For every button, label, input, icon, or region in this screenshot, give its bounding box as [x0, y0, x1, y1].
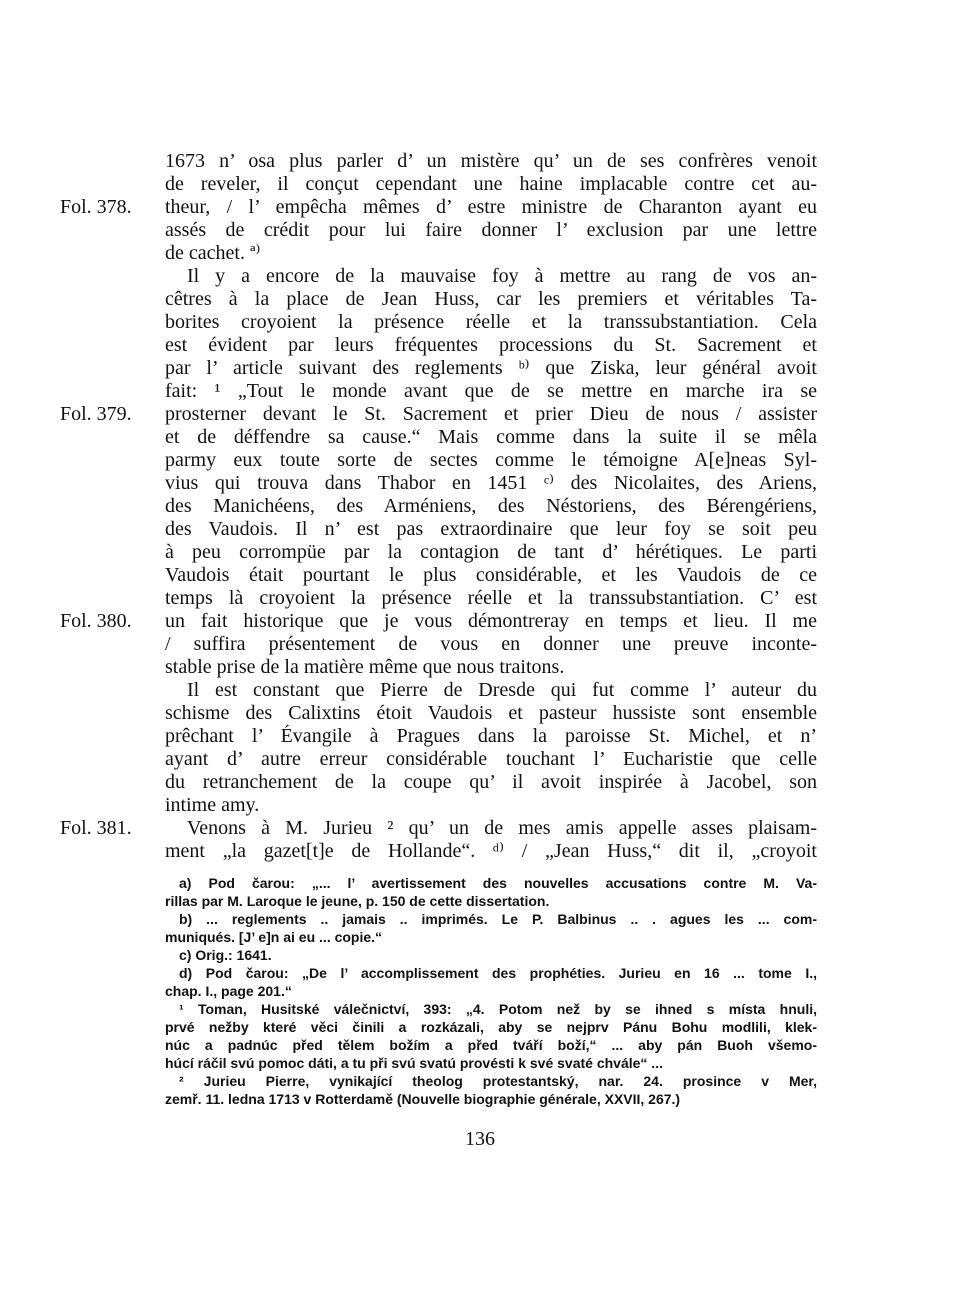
text-line: Venons à M. Jurieu ² qu’ un de mes amis appelle asses plaisam-: [187, 817, 817, 839]
text-line: theur, / l’ empêcha mêmes d’ estre ministre de Charanton ayant eu: [165, 196, 817, 218]
footnote-line: núc a padnúc před tělem božím a před tváří boží,“ ... aby pán Buoh všemo-: [165, 1037, 817, 1053]
footnote-line: chap. I., page 201.“: [165, 983, 292, 999]
text-line: de reveler, il conçut cependant une haine implacable contre cet au-: [165, 173, 817, 195]
text-line: ayant d’ autre erreur considérable touchant l’ Eucharistie que celle: [165, 748, 817, 770]
folio-marker: Fol. 381.: [60, 817, 132, 839]
footnote-line: zemř. 11. ledna 1713 v Rotterdamě (Nouvelle biographie générale, XXVII, 267.): [165, 1091, 681, 1107]
text-line: borites croyoient la présence réelle et la transsubstantiation. Cela: [165, 311, 817, 333]
footnotes: [165, 874, 817, 1108]
text-line: Il est constant que Pierre de Dresde qui fut comme l’ auteur du: [187, 679, 817, 701]
text-line: des Manichéens, des Arméniens, des Néstoriens, des Bérengériens,: [165, 495, 817, 517]
text-line: intime amy.: [165, 794, 260, 816]
text-line: est évident par leurs fréquentes processions du St. Sacrement et: [165, 334, 817, 356]
text-line: prosterner devant le St. Sacrement et prier Dieu de nous / assister: [165, 403, 817, 425]
footnote-line: rillas par M. Laroque le jeune, p. 150 de cette dissertation.: [165, 893, 550, 909]
text-line: ment „la gazet[t]e de Hollande“. ᵈ⁾ / „Jean Huss,“ dit il, „croyoit: [165, 840, 817, 862]
text-line: / suffira présentement de vous en donner une preuve inconte-: [165, 633, 817, 655]
text-line: et de déffendre sa cause.“ Mais comme dans la suite il se mêla: [165, 426, 817, 448]
footnote-line: c) Orig.: 1641.: [179, 947, 272, 963]
footnote-line: húcí ráčil svú pomoc dáti, a tu při svú svatú provésti k své svaté chvále“ ...: [165, 1055, 663, 1071]
footnote-line: d) Pod čarou: „De l’ accomplissement des prophéties. Jurieu en 16 ... tome I.,: [179, 965, 817, 981]
text-line: prêchant l’ Évangile à Pragues dans la paroisse St. Michel, et n’: [165, 725, 817, 747]
page-number: 136: [465, 1128, 495, 1150]
main-text: [165, 150, 817, 863]
text-line: de cachet. ª⁾: [165, 242, 261, 264]
footnote-line: ² Jurieu Pierre, vynikající theolog protestantský, nar. 24. prosince v Mer,: [179, 1073, 817, 1089]
footnote-line: ¹ Toman, Husitské válečnictví, 393: „4. Potom než by se ihned s místa hnuli,: [179, 1001, 817, 1017]
text-line: cêtres à la place de Jean Huss, car les premiers et véritables Ta-: [165, 288, 817, 310]
footnote-line: prvé nežby které věci činili a rozkázali, aby se nejprv Pánu Bohu modlili, klek-: [165, 1019, 817, 1035]
text-line: un fait historique que je vous démontreray en temps et lieu. Il me: [165, 610, 817, 632]
text-line: assés de crédit pour lui faire donner l’ exclusion par une lettre: [165, 219, 817, 241]
text-line: 1673 n’ osa plus parler d’ un mistère qu’ un de ses confrères venoit: [165, 150, 817, 172]
footnote-line: a) Pod čarou: „... l’ avertissement des nouvelles accusations contre M. Va-: [179, 875, 817, 891]
folio-marker: Fol. 379.: [60, 403, 132, 425]
footnote-line: muniqués. [J’ e]n ai eu ... copie.“: [165, 929, 383, 945]
text-line: Il y a encore de la mauvaise foy à mettre au rang de vos an-: [187, 265, 817, 287]
text-line: fait: ¹ „Tout le monde avant que de se mettre en marche ira se: [165, 380, 817, 402]
text-line: Vaudois était pourtant le plus considérable, et les Vaudois de ce: [165, 564, 817, 586]
text-line: schisme des Calixtins étoit Vaudois et pasteur hussiste sont ensemble: [165, 702, 817, 724]
text-line: temps là croyoient la présence réelle et la transsubstantiation. C’ est: [165, 587, 817, 609]
folio-marker: Fol. 378.: [60, 196, 132, 218]
text-line: des Vaudois. Il n’ est pas extraordinaire que leur foy se soit peu: [165, 518, 817, 540]
footnote-line: b) ... reglements .. jamais .. imprimés. Le P. Balbinus .. . agues les ... com-: [179, 911, 817, 927]
text-line: du retranchement de la coupe qu’ il avoit inspirée à Jacobel, son: [165, 771, 817, 793]
text-line: à peu corrompüe par la contagion de tant d’ hérétiques. Le parti: [165, 541, 817, 563]
text-line: stable prise de la matière même que nous traitons.: [165, 656, 565, 678]
text-line: vius qui trouva dans Thabor en 1451 ᶜ⁾ des Nicolaites, des Ariens,: [165, 472, 817, 494]
text-line: parmy eux toute sorte de sectes comme le témoigne A[e]neas Syl-: [165, 449, 817, 471]
text-line: par l’ article suivant des reglements ᵇ⁾ que Ziska, leur général avoit: [165, 357, 817, 379]
folio-marker: Fol. 380.: [60, 610, 132, 632]
